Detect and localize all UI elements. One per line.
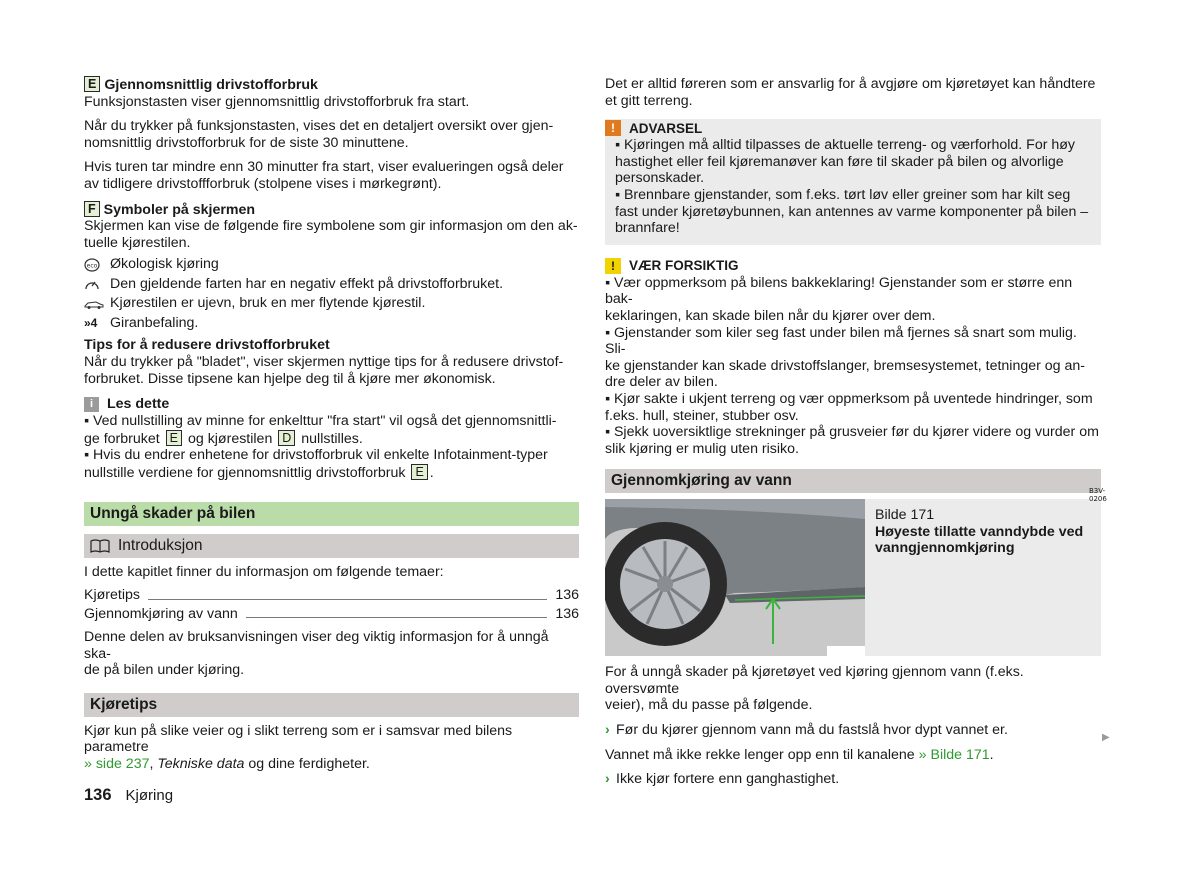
gear-4-icon: »4 [84, 315, 98, 330]
figure-link[interactable]: » Bilde 171 [918, 746, 990, 763]
page-footer [84, 786, 173, 805]
figure-171 [605, 487, 1107, 656]
warning-box [605, 119, 1101, 245]
caution-line: ▪ Gjenstander som kiler seg fast under bilen må fjernes så snart som mulig. Sli- [605, 324, 1077, 358]
caution-icon: ! [605, 258, 621, 274]
section-f-heading: F Symboler på skjermen [84, 201, 579, 219]
figure-code: B3V-0206 [1089, 487, 1107, 504]
paragraph: » side 237, Tekniske data og dine ferdigheter. [84, 756, 370, 773]
chevron-right-icon: › [605, 722, 610, 739]
paragraph: tuelle kjørestilen. [84, 234, 191, 251]
caution-heading: ! VÆR FORSIKTIG [605, 257, 1101, 275]
caution-line: keklaringen, kan skade bilen når du kjører over dem. [605, 307, 936, 324]
symbol-row: Kjørestilen er ujevn, bruk en mer flytende kjørestil. [84, 294, 579, 314]
key-d-badge: D [278, 430, 295, 446]
caution-line: ▪ Kjør sakte i ukjent terreng og vær oppmerksom på uventede hindringer, som [605, 390, 1093, 407]
instruction-item: › Før du kjører gjennom vann må du fastslå hvor dypt vannet er. [605, 722, 1008, 739]
book-icon [90, 539, 110, 553]
warning-heading: ! ADVARSEL [605, 119, 1091, 137]
paragraph: Når du trykker på "bladet", viser skjermen nyttige tips for å redusere drivstof- [84, 353, 564, 370]
caution-line: f.eks. hull, steiner, stubber osv. [605, 407, 799, 424]
chapter-title-bar: Unngå skader på bilen [84, 502, 579, 526]
figure-title: Høyeste tillatte vanndybde ved [875, 523, 1084, 540]
intro-bar: Introduksjon [84, 534, 579, 558]
note-line: nullstille verdiene for gjennomsnittlig drivstofforbruk E . [84, 464, 434, 481]
caution-line: ▪ Sjekk uoversiktlige strekninger på grusveier før du kjører videre og vurder om [605, 424, 1099, 441]
right-column [605, 76, 1107, 788]
paragraph: nomsnittlig drivstofforbruk for de siste 30 minuttene. [84, 134, 409, 151]
paragraph: Når du trykker på funksjonstasten, vises det en detaljert oversikt over gjen- [84, 118, 554, 135]
figure-title: vanngjennomkjøring [875, 540, 1015, 557]
section-bar-kjoretips: Kjøretips [84, 693, 579, 717]
toc-entry[interactable]: Kjøretips 136 [84, 587, 579, 604]
paragraph: Skjermen kan vise de følgende fire symbolene som gir informasjon om den ak- [84, 218, 578, 235]
caution-line: ▪ Vær oppmerksom på bilens bakkeklaring! Gjenstander som er større enn bak- [605, 274, 1073, 308]
svg-text:eco: eco [86, 262, 98, 270]
paragraph: de på bilen under kjøring. [84, 662, 245, 679]
paragraph: Kjør kun på slike veier og i slikt terreng som er i samsvar med bilens parametre [84, 722, 513, 756]
note-heading: i Les dette [84, 395, 579, 413]
note-line: ▪ Ved nullstilling av minne for enkelttur "fra start" vil også det gjennomsnittli- [84, 413, 557, 430]
paragraph: forbruket. Disse tipsene kan hjelpe deg til å kjøre mer økonomisk. [84, 370, 496, 387]
toc-leader [148, 599, 547, 600]
key-e-badge: E [411, 464, 427, 480]
instruction-item: › Ikke kjør fortere enn ganghastighet. [605, 771, 840, 788]
chevron-right-icon: › [605, 771, 610, 788]
page-link[interactable]: » side 237 [84, 756, 150, 773]
continue-arrow-icon: ▶ [1102, 732, 1110, 743]
note-line: ▪ Hvis du endrer enhetene for drivstofforbruk vil enkelte Infotainment-typer [84, 447, 548, 464]
symbol-row: »4 Giranbefaling. [84, 314, 579, 334]
caution-line: dre deler av bilen. [605, 374, 718, 391]
tips-heading: Tips for å redusere drivstofforbruket [84, 337, 330, 354]
warning-line: ▪ Kjøringen må alltid tilpasses de aktuelle terreng- og værforhold. For høy [615, 137, 1076, 154]
info-icon: i [84, 397, 99, 412]
chapter-name: Kjøring [125, 787, 174, 804]
paragraph: For å unngå skader på kjøretøyet ved kjøring gjennom vann (f.eks. oversvømte [605, 664, 1024, 697]
toc-leader [246, 617, 548, 618]
warning-icon: ! [605, 120, 621, 136]
paragraph: Denne delen av bruksanvisningen viser deg viktig informasjon for å unngå ska- [84, 629, 549, 662]
left-column [84, 76, 579, 773]
paragraph: I dette kapitlet finner du informasjon om følgende temaer: [84, 563, 444, 580]
speedometer-icon [84, 278, 110, 292]
caution-line: slik kjøring er mulig uten risiko. [605, 440, 799, 457]
note-line: ge forbruket E og kjørestilen D nullstilles. [84, 430, 363, 447]
section-e-heading: E Gjennomsnittlig drivstofforbruk [84, 76, 579, 94]
eco-icon [84, 258, 110, 272]
figure-label: Bilde 171 [875, 507, 935, 524]
caution-line: ke gjenstander kan skade drivstoffslanger, bremsesystemet, tetninger og an- [605, 357, 1086, 374]
paragraph: av tidligere drivstoffforbruk (stolpene vises i mørkegrønt). [84, 175, 442, 192]
page-number: 136 [84, 786, 112, 804]
warning-line: fast under kjøretøybunnen, kan antennes av varme komponenter på bilen – [615, 203, 1089, 220]
symbol-row: Den gjeldende farten har en negativ effekt på drivstofforbruket. [84, 275, 579, 295]
warning-line: brannfare! [615, 220, 680, 237]
key-e-badge: E [166, 430, 182, 446]
figure-caption [865, 499, 1093, 656]
paragraph: Vannet må ikke rekke lenger opp enn til kanalene » Bilde 171. [605, 746, 994, 763]
paragraph: Det er alltid føreren som er ansvarlig for å avgjøre om kjøretøyet kan håndtere [605, 76, 1096, 92]
car-icon [84, 298, 110, 310]
paragraph: Funksjonstasten viser gjennomsnittlig drivstofforbruk fra start. [84, 93, 470, 110]
paragraph: Hvis turen tar mindre enn 30 minutter fra start, viser evalueringen også deler [84, 159, 564, 176]
key-e-badge: E [84, 76, 100, 92]
warning-line: ▪ Brennbare gjenstander, som f.eks. tørt løv eller greiner som har kilt seg [615, 186, 1071, 203]
key-f-badge: F [84, 201, 100, 217]
warning-line: hastighet eller feil kjøremanøver kan føre til skader på bilen og alvorlige [615, 153, 1064, 170]
warning-line: personskader. [615, 170, 705, 187]
symbol-row: eco Økologisk kjøring [84, 255, 579, 275]
section-bar-water: Gjennomkjøring av vann [605, 469, 1101, 493]
toc-entry[interactable]: Gjennomkjøring av vann 136 [84, 605, 579, 622]
paragraph: et gitt terreng. [605, 92, 693, 109]
paragraph: veier), må du passe på følgende. [605, 697, 813, 714]
